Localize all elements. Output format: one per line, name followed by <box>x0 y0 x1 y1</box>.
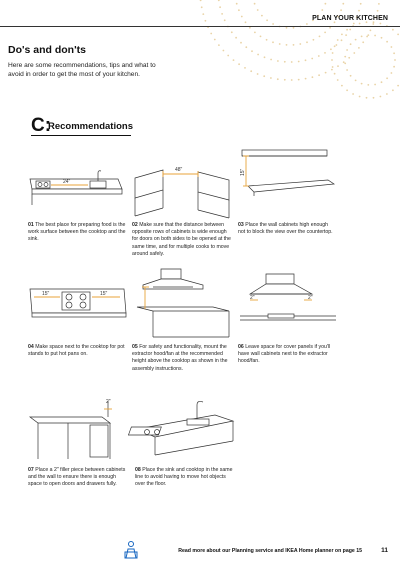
intro-text: Here are some recommendations, tips and what to avoid in order to get the most of your kitchen. <box>8 62 156 78</box>
decorative-dot <box>355 80 357 82</box>
decorative-dot <box>260 36 262 38</box>
decorative-dot <box>336 44 338 46</box>
decorative-dot <box>325 3 327 5</box>
decorative-dot <box>257 54 259 56</box>
decorative-dot <box>319 36 321 38</box>
decorative-dot <box>343 61 345 63</box>
decorative-dot <box>341 39 343 41</box>
decorative-dot <box>361 36 363 38</box>
decorative-dot <box>224 19 226 21</box>
decorative-dot <box>358 47 360 49</box>
decorative-dot <box>257 73 259 75</box>
decorative-dot <box>231 31 233 33</box>
decorative-dot <box>392 89 394 91</box>
decorative-dot <box>332 66 334 68</box>
decorative-dot <box>360 3 362 5</box>
decorative-dot <box>240 42 242 44</box>
decorative-dot <box>306 23 308 25</box>
recommendation-02: 02 Make sure that the distance between opposite rows of cabinets is wide enough for doors on both sides to be opened at the same time, and for multiple cooks to move around safely. <box>132 222 231 257</box>
decorative-dot <box>393 66 395 68</box>
decorative-dot <box>272 23 274 25</box>
decorative-dot <box>201 6 203 8</box>
decorative-dot <box>266 19 268 21</box>
decorative-dot <box>374 35 376 37</box>
decorative-dot <box>345 34 347 36</box>
decorative-dot <box>264 56 266 58</box>
decorative-dot <box>386 77 388 79</box>
decorative-dot <box>219 6 221 8</box>
decorative-dot <box>341 85 343 87</box>
decorative-dot <box>298 79 300 81</box>
header-divider <box>0 26 400 27</box>
recommendation-08: 08 Place the sink and cooktop in the same line to avoid having to move hot objects over the floor. <box>135 467 233 488</box>
decorative-dot <box>321 9 323 11</box>
decorative-dot <box>277 60 279 62</box>
decorative-dot <box>341 34 343 36</box>
decorative-dot <box>284 61 286 63</box>
section-letter: C: <box>31 115 52 136</box>
decorative-dot <box>236 3 238 5</box>
figure-04-cooktop-space <box>28 285 128 325</box>
decorative-dot <box>386 93 388 95</box>
decorative-dot <box>270 59 272 61</box>
decorative-dot <box>350 75 352 77</box>
decorative-dot <box>394 59 396 61</box>
decorative-dot <box>386 41 388 43</box>
decorative-dot <box>337 79 339 81</box>
dimension-label-right: 15" <box>100 291 108 297</box>
decorative-dot <box>318 55 320 57</box>
decorative-dot <box>277 78 279 80</box>
dimension-label: 2" <box>106 399 111 405</box>
decorative-dot <box>378 3 380 5</box>
decorative-dot <box>245 21 247 23</box>
decorative-dot <box>325 72 327 74</box>
figure-01-cooktop-sink <box>28 165 123 215</box>
decorative-dot <box>391 72 393 74</box>
decorative-dot <box>331 59 333 61</box>
decorative-dot <box>270 77 272 79</box>
decorative-dot <box>311 58 313 60</box>
decorative-dot <box>346 49 348 51</box>
decorative-dot <box>330 48 332 50</box>
decorative-dot <box>249 27 251 29</box>
decorative-dot <box>293 27 295 29</box>
decorative-dot <box>381 81 383 83</box>
dimension-label-right: 2" <box>308 295 313 301</box>
decorative-dot <box>266 39 268 41</box>
recommendation-06: 06 Leave space for cover panels if you'll have wall cabinets next to the extractor hood/fan. <box>238 344 331 365</box>
decorative-dot <box>205 20 207 22</box>
decorative-dot <box>313 39 315 41</box>
section-underline <box>31 135 131 136</box>
decorative-dot <box>340 9 342 11</box>
decorative-dot <box>254 3 256 5</box>
decorative-dot <box>251 50 253 52</box>
figure-05-extractor-hood <box>133 265 233 340</box>
decorative-dot <box>380 96 382 98</box>
page-number: 11 <box>381 547 388 554</box>
decorative-dot <box>380 23 382 25</box>
decorative-dot <box>374 84 376 86</box>
decorative-dot <box>227 55 229 57</box>
section-title: Recommendations <box>48 121 133 132</box>
planner-person-icon <box>122 540 140 560</box>
decorative-dot <box>353 23 355 25</box>
decorative-dot <box>200 0 202 1</box>
recommendation-05: 05 For safety and functionality, mount the extractor hood/fan at the recommended height above the cooktop as shown in the assembly instructions. <box>132 344 228 372</box>
figure-06-cover-panels <box>238 270 338 330</box>
decorative-dot <box>332 52 334 54</box>
decorative-dot <box>392 29 394 31</box>
decorative-dot <box>397 34 399 36</box>
decorative-dot <box>286 27 288 29</box>
decorative-dot <box>293 44 295 46</box>
decorative-dot <box>353 52 355 54</box>
figure-07-filler-piece <box>28 395 118 460</box>
decorative-dot <box>299 43 301 45</box>
decorative-dot <box>370 30 372 32</box>
decorative-dot <box>218 0 220 1</box>
decorative-dot <box>337 65 339 67</box>
figure-08-sink-cooktop-line <box>135 395 235 460</box>
decorative-dot <box>359 96 361 98</box>
decorative-dot <box>346 89 348 91</box>
decorative-dot <box>361 83 363 85</box>
dimension-label-left: 15" <box>42 291 50 297</box>
decorative-dot <box>324 52 326 54</box>
decorative-dot <box>291 61 293 63</box>
decorative-dot <box>352 93 354 95</box>
decorative-dot <box>393 52 395 54</box>
decorative-dot <box>366 97 368 99</box>
decorative-dot <box>318 74 320 76</box>
dimension-label: 24" <box>63 179 71 185</box>
figure-02-cabinet-distance <box>133 150 233 220</box>
decorative-dot <box>254 32 256 34</box>
recommendation-04: 04 Make space next to the cooktop for pot stands to put hot pans on. <box>28 344 125 358</box>
decorative-dot <box>312 76 314 78</box>
decorative-dot <box>349 29 351 31</box>
decorative-dot <box>366 36 368 38</box>
recommendation-03: 03 Place the wall cabinets high enough not to block the view over the countertop. <box>238 222 333 236</box>
decorative-dot <box>367 34 369 36</box>
decorative-dot <box>377 10 379 12</box>
decorative-dot <box>358 10 360 12</box>
decorative-dot <box>397 85 399 87</box>
decorative-dot <box>334 45 336 47</box>
footer-note: Read more about our Planning service and IKEA Home planner on page 15 <box>178 548 362 554</box>
decorative-dot <box>331 69 333 71</box>
decorative-dot <box>305 59 307 61</box>
decorative-dot <box>214 39 216 41</box>
decorative-dot <box>344 63 346 65</box>
decorative-dot <box>362 41 364 43</box>
dimension-label: 15" <box>240 168 246 176</box>
decorative-dot <box>337 39 339 41</box>
decorative-dot <box>305 78 307 80</box>
decorative-dot <box>334 73 336 75</box>
decorative-dot <box>350 43 352 45</box>
decorative-dot <box>272 41 274 43</box>
decorative-dot <box>223 50 225 52</box>
decorative-dot <box>263 75 265 77</box>
decorative-dot <box>238 9 240 11</box>
decorative-dot <box>245 46 247 48</box>
decorative-dot <box>235 37 237 39</box>
section-header: PLAN YOUR KITCHEN <box>312 15 388 22</box>
decorative-dot <box>241 16 243 18</box>
dimension-label: 48" <box>175 167 183 173</box>
decorative-dot <box>250 70 252 72</box>
decorative-dot <box>286 44 288 46</box>
decorative-dot <box>329 27 331 29</box>
decorative-dot <box>210 33 212 35</box>
decorative-dot <box>342 3 344 5</box>
decorative-dot <box>221 13 223 15</box>
decorative-dot <box>355 39 357 41</box>
decorative-dot <box>359 23 361 25</box>
page-title: Do's and don'ts <box>8 44 86 56</box>
decorative-dot <box>261 15 263 17</box>
decorative-dot <box>233 59 235 61</box>
decorative-dot <box>381 37 383 39</box>
decorative-dot <box>372 23 374 25</box>
decorative-dot <box>279 43 281 45</box>
decorative-dot <box>257 9 259 11</box>
decorative-dot <box>391 46 393 48</box>
decorative-dot <box>344 56 346 58</box>
decorative-dot <box>306 41 308 43</box>
decorative-dot <box>291 79 293 81</box>
decorative-dot <box>324 32 326 34</box>
recommendation-01: 01 The best place for preparing food is the work surface between the cooktop and the sink. <box>28 222 126 243</box>
decorative-dot <box>238 63 240 65</box>
dimension-label-left: 2" <box>250 295 255 301</box>
decorative-dot <box>348 57 350 59</box>
decorative-dot <box>284 79 286 81</box>
decorative-dot <box>218 44 220 46</box>
decorative-dot <box>298 61 300 63</box>
decorative-dot <box>244 67 246 69</box>
decorative-dot <box>202 13 204 15</box>
recommendation-07: 07 Place a 2" filler piece between cabinets and the wall to ensure there is enough space to open doors and drawers fully. <box>28 467 126 488</box>
decorative-dot <box>346 69 348 71</box>
decorative-dot <box>346 29 348 31</box>
figure-03-wall-cabinet-height <box>238 148 338 218</box>
decorative-dot <box>373 97 375 99</box>
decorative-dot <box>367 84 369 86</box>
